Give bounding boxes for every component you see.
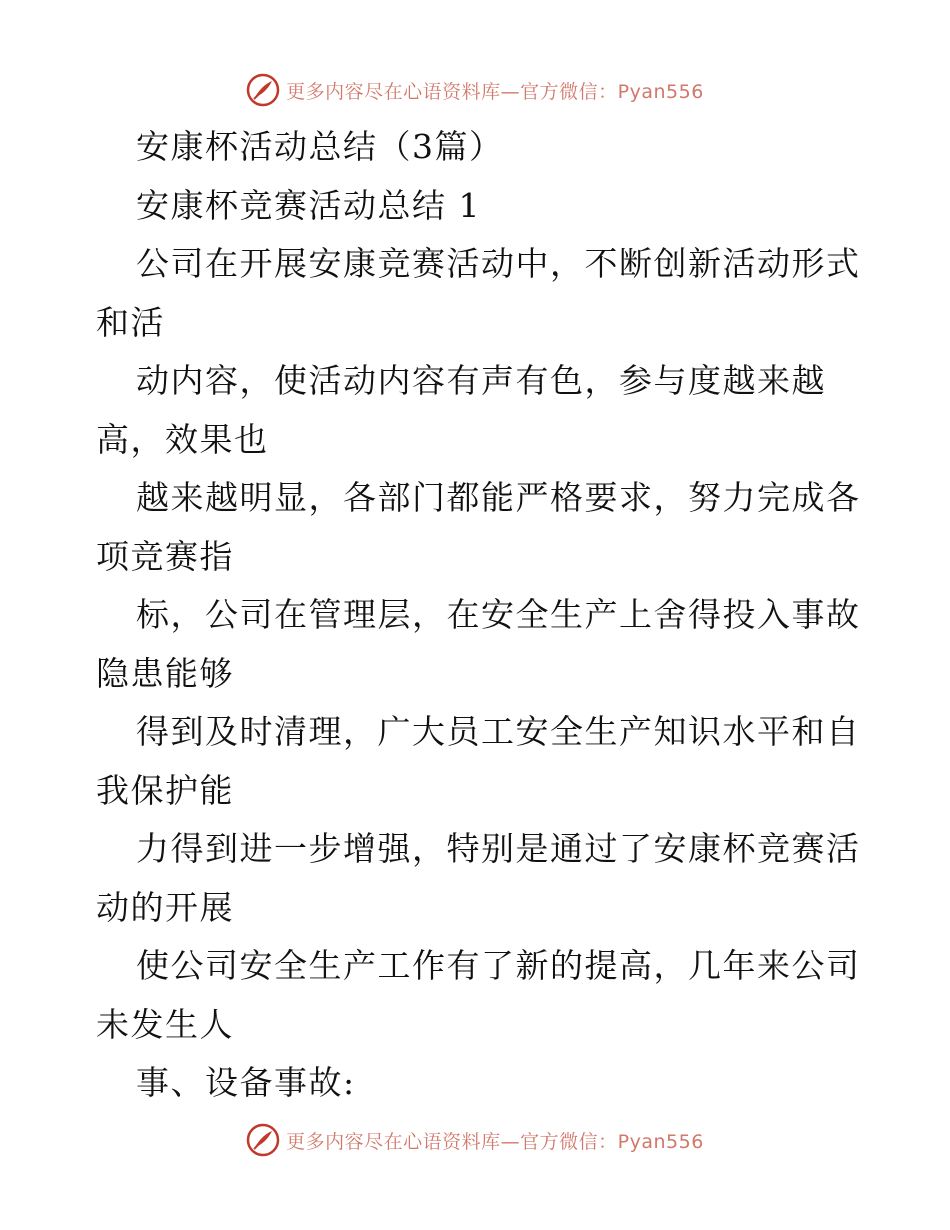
paragraph-line: 动内容，使活动内容有声有色，参与度越来越 xyxy=(136,361,826,400)
paragraph-line: 动的开展 xyxy=(96,887,234,927)
paragraph-line: 高，效果也 xyxy=(96,419,269,459)
paragraph-line: 得到及时清理，广大员工安全生产知识水平和自 xyxy=(136,712,861,751)
paragraph-line: 未发生人 xyxy=(96,1004,234,1044)
header-watermark xyxy=(0,70,950,110)
feather-pen-icon xyxy=(246,73,280,107)
document-title: 安康杯活动总结（3篇） xyxy=(136,127,504,166)
paragraph-line: 使公司安全生产工作有了新的提高，几年来公司 xyxy=(136,946,861,985)
paragraph-line: 和活 xyxy=(96,302,165,342)
watermark-text: 更多内容尽在心语资料库—官方微信：Pyan556 xyxy=(286,1130,704,1153)
document-body xyxy=(96,118,861,1113)
footer-watermark xyxy=(0,1120,950,1160)
document-subtitle: 安康杯竞赛活动总结 1 xyxy=(136,185,481,225)
paragraph-line: 我保护能 xyxy=(96,770,234,810)
paragraph-line: 力得到进一步增强，特别是通过了安康杯竞赛活 xyxy=(136,829,861,868)
paragraph-line: 公司在开展安康竞赛活动中，不断创新活动形式 xyxy=(136,244,861,283)
paragraph-line: 越来越明显，各部门都能严格要求，努力完成各 xyxy=(136,478,861,517)
paragraph-line: 项竞赛指 xyxy=(96,536,234,576)
paragraph-line: 标，公司在管理层，在安全生产上舍得投入事故 xyxy=(136,595,861,634)
feather-pen-icon xyxy=(246,1123,280,1157)
paragraph-line: 事、设备事故: xyxy=(136,1063,356,1102)
watermark-text: 更多内容尽在心语资料库—官方微信：Pyan556 xyxy=(286,80,704,103)
paragraph-line: 隐患能够 xyxy=(96,653,234,693)
